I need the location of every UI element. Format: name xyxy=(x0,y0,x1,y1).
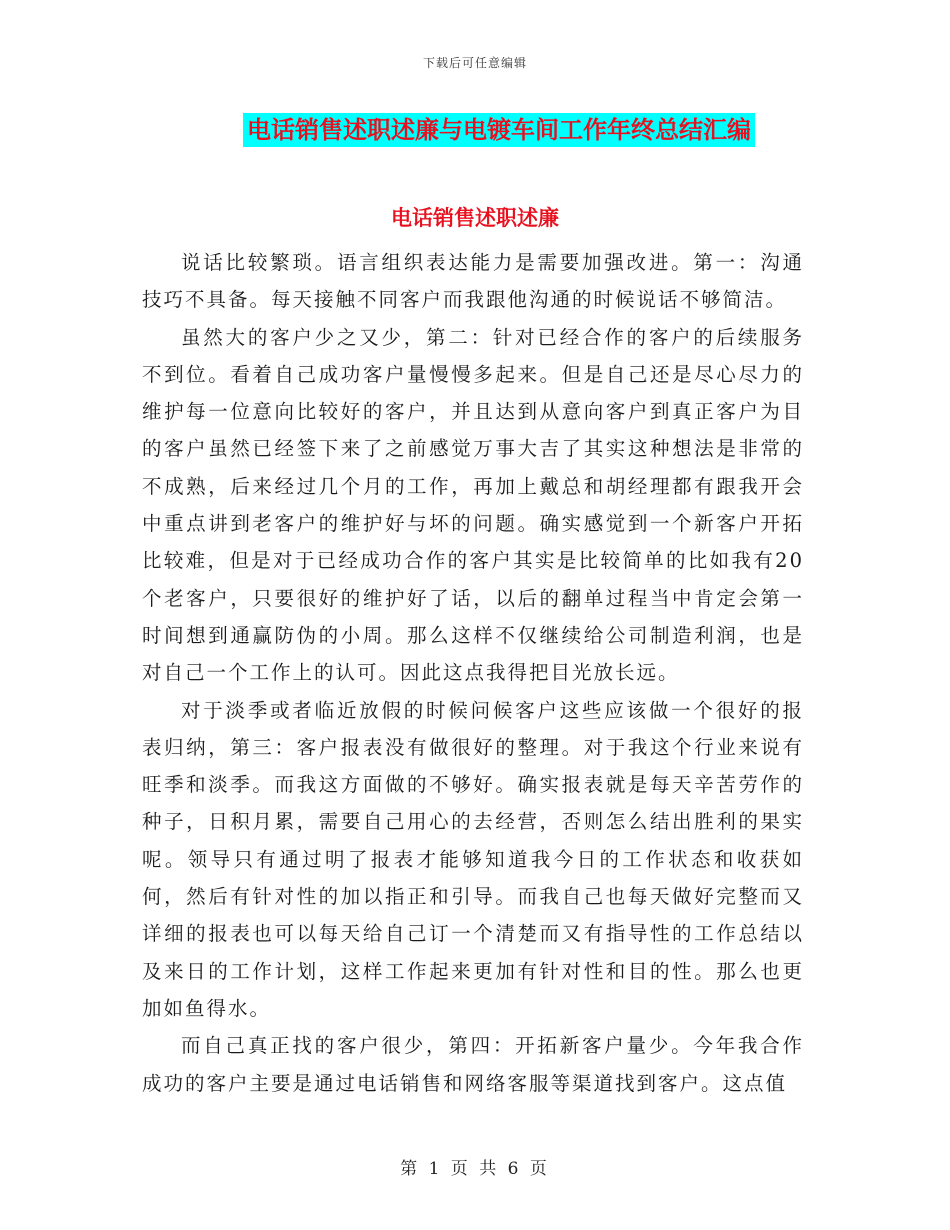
section-title: 电话销售述职述廉 xyxy=(391,205,559,230)
document-body xyxy=(142,244,804,1102)
paragraph: 说话比较繁琐。语言组织表达能力是需要加强改进。第一：沟通技巧不具备。每天接触不同客户而我跟他沟通的时候说话不够简洁。 xyxy=(142,251,804,312)
header-note: 下载后可任意编辑 xyxy=(422,56,527,70)
paragraph: 对于淡季或者临近放假的时候问候客户这些应该做一个很好的报表归纳，第三：客户报表没有做很好的整理。对于我这个行业来说有旺季和淡季。而我这方面做的不够好。确实报表就是每天辛苦劳作的种子，日积月累，需要自己用心的去经营，否则怎么结出胜利的果实呢。领导只有通过明了报表才能够知道我今日的工作状态和收获如何，然后有针对性的加以指正和引导。而我自己也每天做好完整而又详细的报表也可以每天给自己订一个清楚而又有指导性的工作总结以及来日的工作计划，这样工作起来更加有针对性和目的性。那么也更加如鱼得水。 xyxy=(142,698,804,1020)
paragraph: 而自己真正找的客户很少，第四：开拓新客户量少。今年我合作成功的客户主要是通过电话销售和网络客服等渠道找到客户。这点值 xyxy=(142,1034,804,1095)
main-title-wrap xyxy=(0,113,950,147)
page-number-footer: 第 1 页 共 6 页 xyxy=(400,1159,550,1179)
document-title: 电话销售述职述廉与电镀车间工作年终总结汇编 xyxy=(243,113,755,147)
paragraph: 虽然大的客户少之又少，第二：针对已经合作的客户的后续服务不到位。看着自己成功客户量慢慢多起来。但是自己还是尽心尽力的维护每一位意向比较好的客户，并且达到从意向客户到真正客户为目的客户虽然已经签下来了之前感觉万事大吉了其实这种想法是非常的不成熟，后来经过几个月的工作，再加上戴总和胡经理都有跟我开会中重点讲到老客户的维护好与坏的问题。确实感觉到一个新客户开拓比较难，但是对于已经成功合作的客户其实是比较简单的比如我有20个老客户，只要很好的维护好了话，以后的翻单过程当中肯定会第一时间想到通赢防伪的小周。那么这样不仅继续给公司制造利润，也是对自己一个工作上的认可。因此这点我得把目光放长远。 xyxy=(142,325,804,685)
